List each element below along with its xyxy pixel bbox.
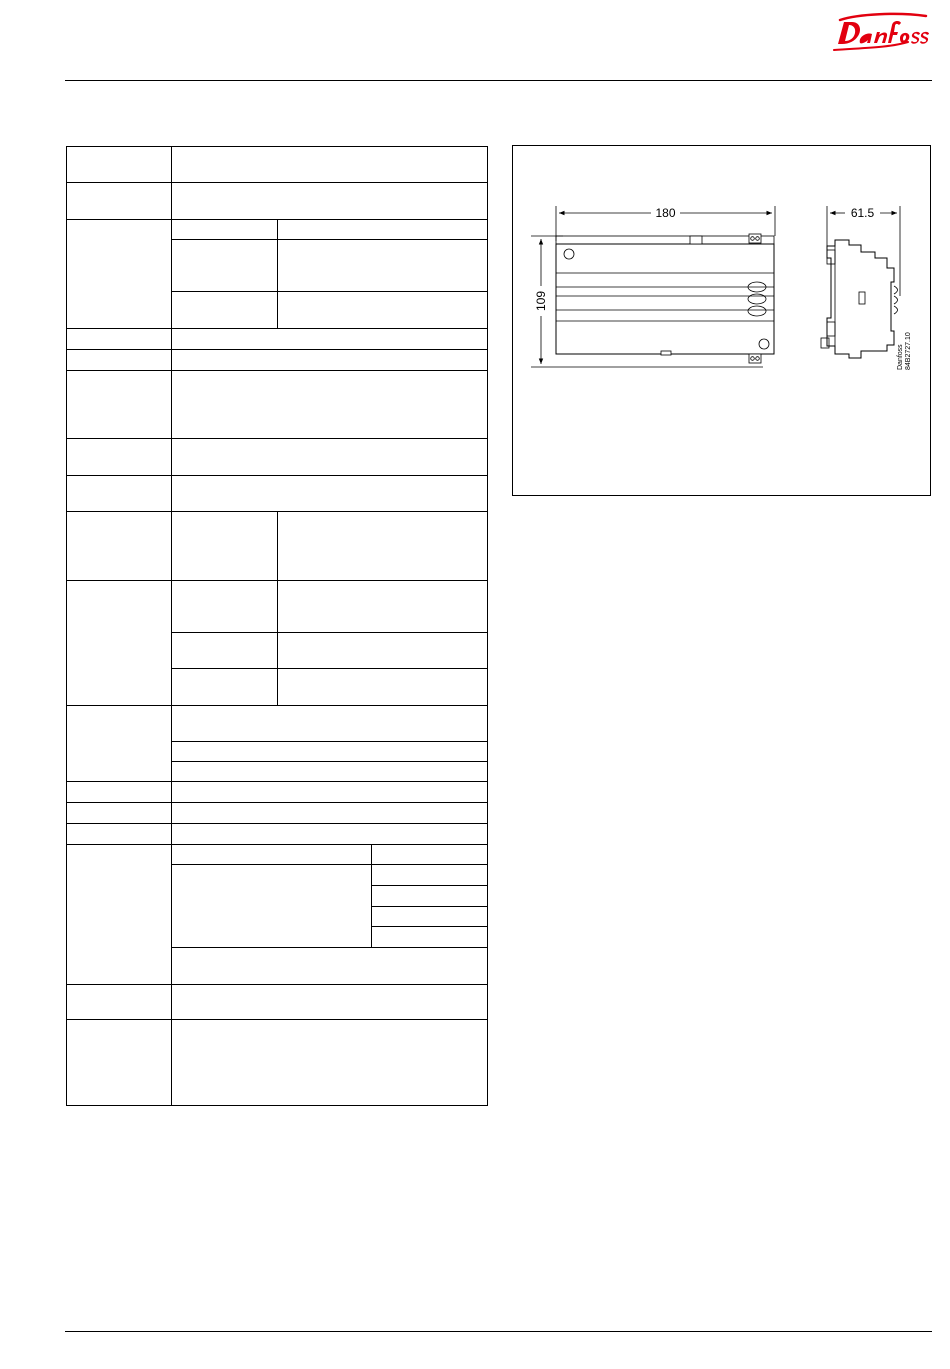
width-dimension-label: 180 — [655, 206, 676, 220]
dimension-drawing — [512, 145, 931, 496]
danfoss-logo — [828, 12, 932, 54]
dimension-drawing-svg — [513, 146, 932, 497]
height-dimension-label: 109 — [534, 290, 548, 312]
depth-dimension-label: 61.5 — [850, 206, 875, 220]
footer-rule — [65, 1331, 932, 1332]
spec-table — [66, 146, 488, 1106]
front-view — [531, 206, 775, 367]
danfoss-logo-icon — [828, 12, 932, 54]
header-rule — [65, 80, 932, 81]
drawing-code: 84B2727.10 — [905, 332, 912, 370]
maker-code: Danfoss — [897, 344, 904, 370]
spec-table-grid — [66, 146, 488, 1106]
side-view — [821, 206, 900, 358]
